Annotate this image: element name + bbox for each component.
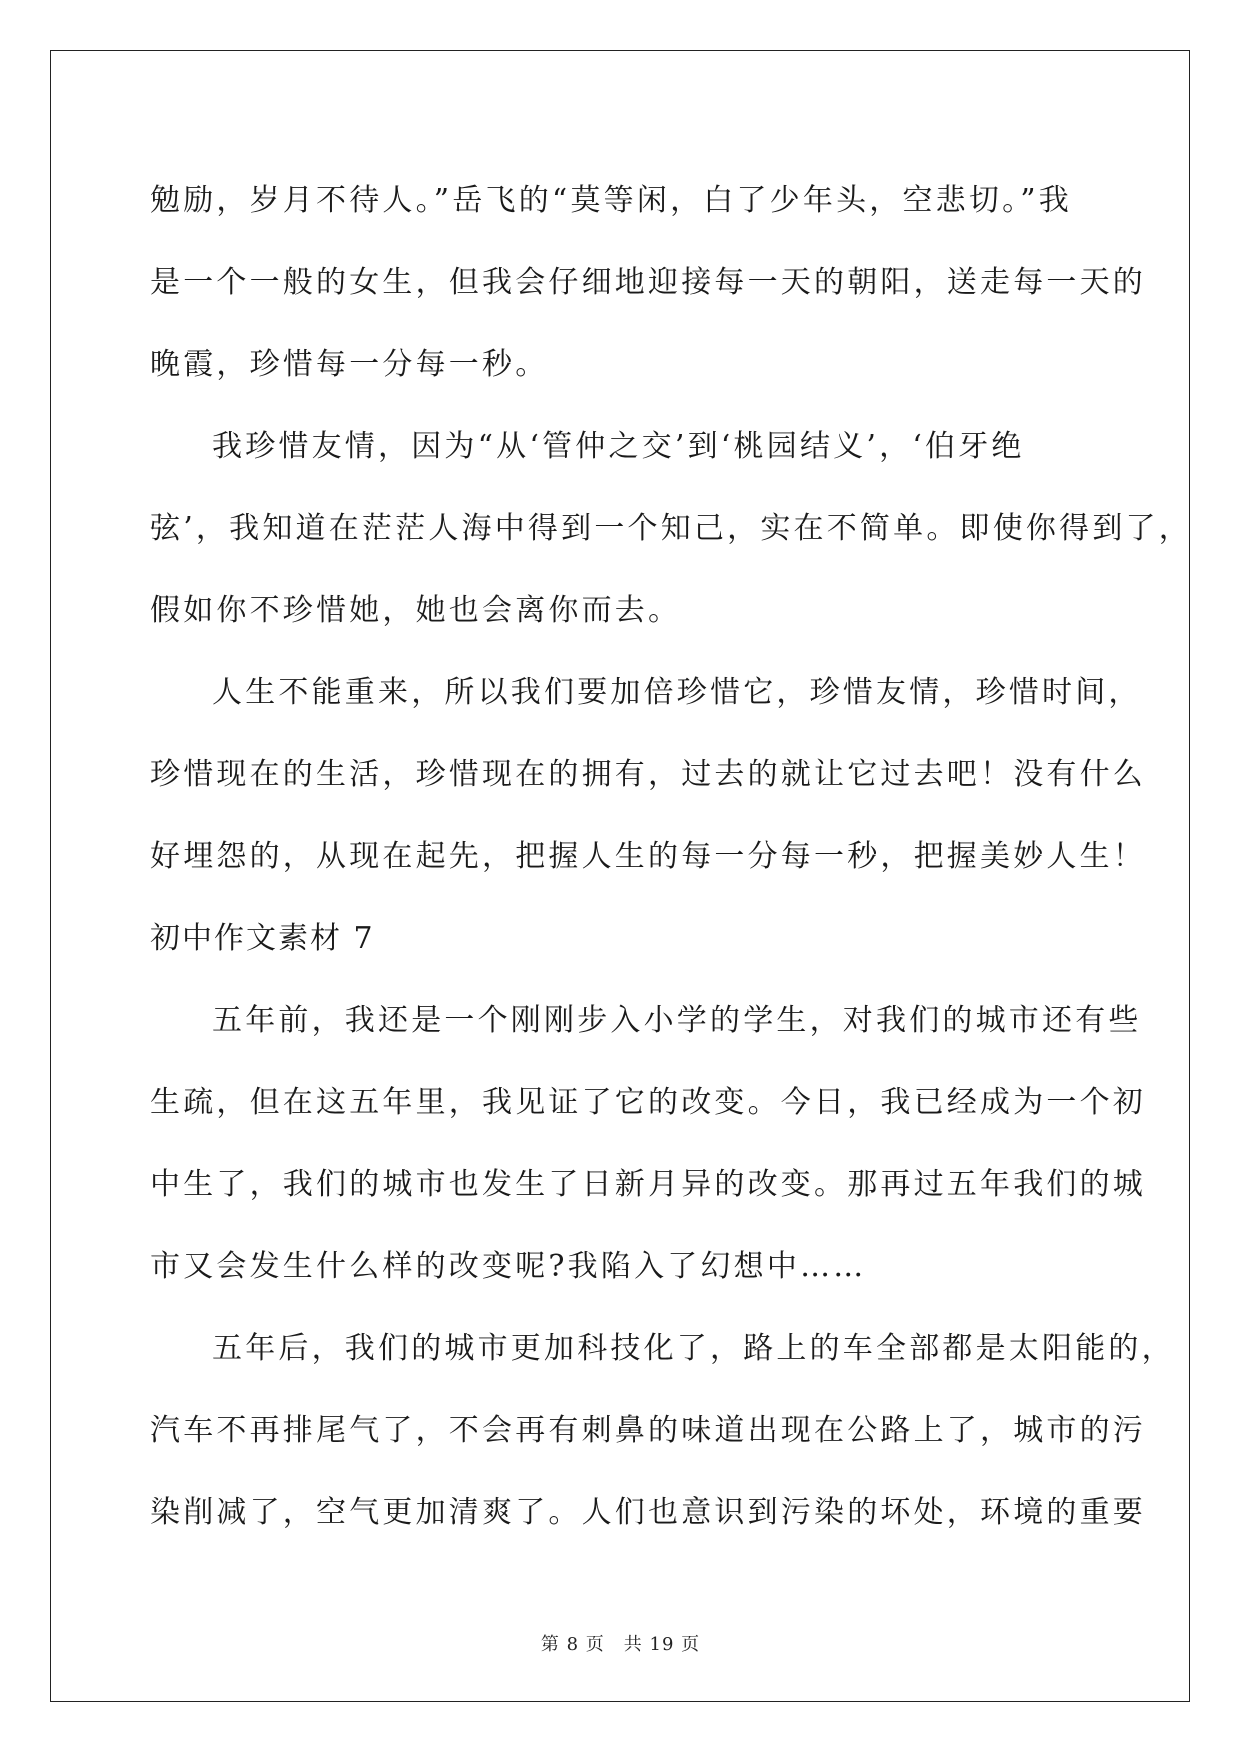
text-line: 假如你不珍惜她，她也会离你而去。 — [150, 593, 682, 628]
text-line: 晚霞，珍惜每一分每一秒。 — [150, 347, 549, 382]
text-line: 中生了，我们的城市也发生了日新月异的改变。那再过五年我们的城 — [150, 1167, 1146, 1202]
text-line: 是一个一般的女生，但我会仔细地迎接每一天的朝阳，送走每一天的 — [150, 265, 1146, 300]
text-line: 生疏，但在这五年里，我见证了它的改变。今日，我已经成为一个初 — [150, 1085, 1146, 1120]
text-line: 五年前，我还是一个刚刚步入小学的学生，对我们的城市还有些 — [212, 1003, 1142, 1038]
text-line: 五年后，我们的城市更加科技化了，路上的车全部都是太阳能的， — [212, 1331, 1175, 1366]
page-number-footer: 第 8 页 共 19 页 — [540, 1634, 701, 1655]
text-line: 染削减了，空气更加清爽了。人们也意识到污染的坏处，环境的重要 — [150, 1495, 1146, 1530]
text-line: 我珍惜友情，因为“从‘管仲之交’到‘桃园结义’，‘伯牙绝 — [212, 429, 1025, 464]
text-line: 弦’，我知道在茫茫人海中得到一个知己，实在不简单。即使你得到了， — [150, 511, 1192, 546]
document-body — [150, 160, 1192, 1554]
text-line: 好埋怨的，从现在起先，把握人生的每一分每一秒，把握美妙人生！ — [150, 839, 1146, 874]
text-line: 人生不能重来，所以我们要加倍珍惜它，珍惜友情，珍惜时间， — [212, 675, 1142, 710]
text-line: 珍惜现在的生活，珍惜现在的拥有，过去的就让它过去吧！没有什么 — [150, 757, 1146, 792]
text-line: 市又会发生什么样的改变呢?我陷入了幻想中…… — [150, 1249, 867, 1284]
text-line: 汽车不再排尾气了，不会再有刺鼻的味道出现在公路上了，城市的污 — [150, 1413, 1146, 1448]
text-line: 勉励，岁月不待人。”岳飞的“莫等闲，白了少年头，空悲切。”我 — [150, 183, 1073, 218]
section-heading: 初中作文素材 7 — [150, 921, 375, 956]
